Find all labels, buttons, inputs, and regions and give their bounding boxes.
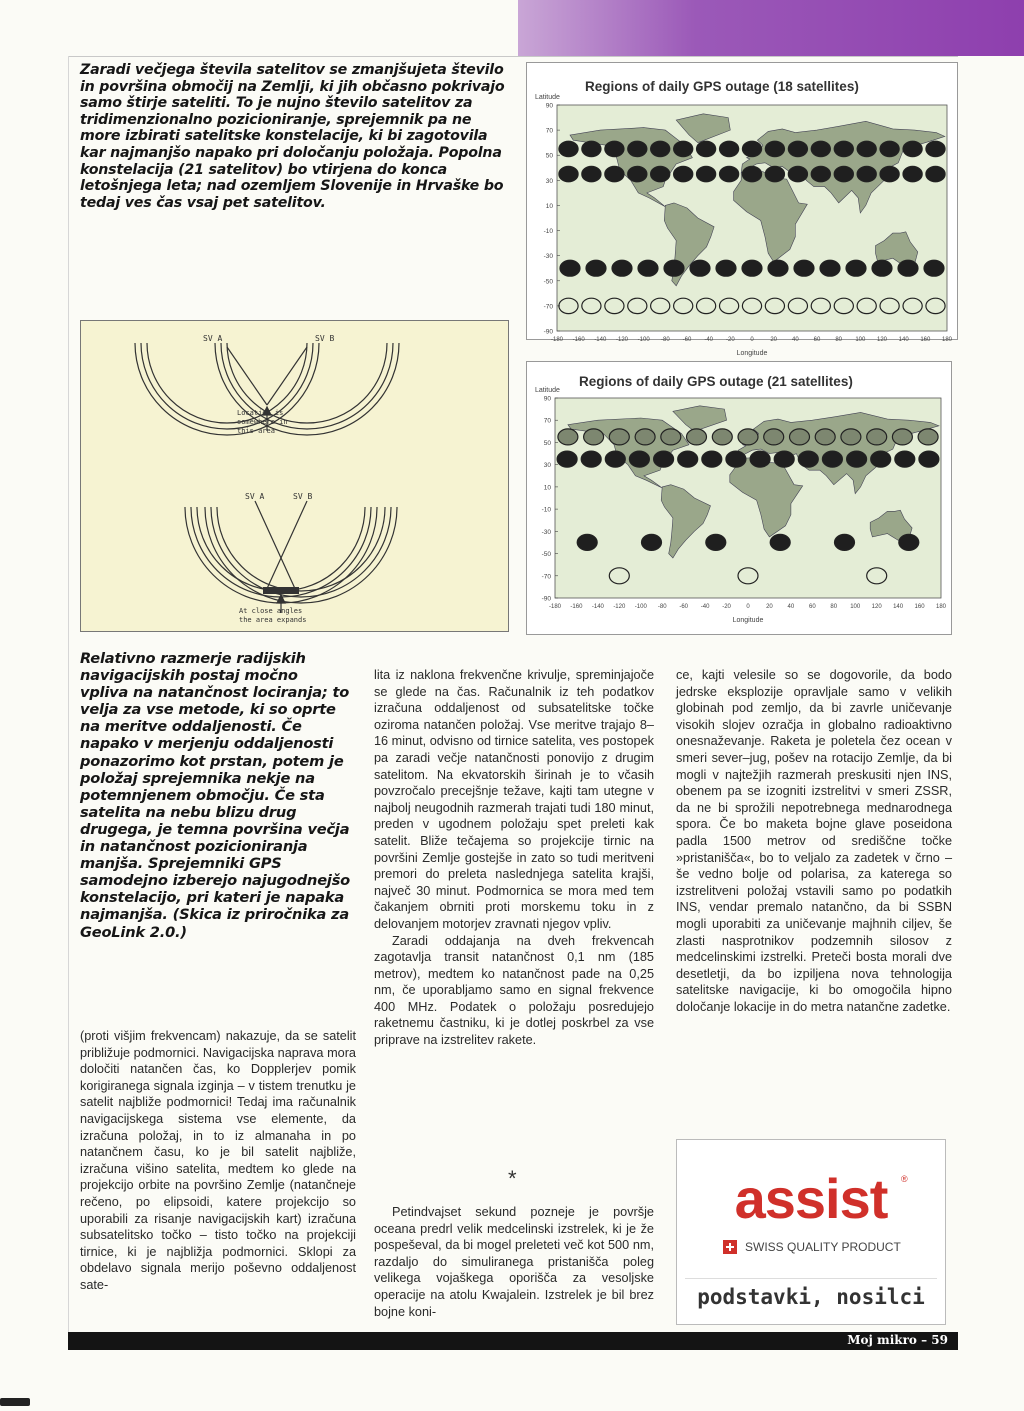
outage-region — [834, 141, 853, 156]
y-tick-label: -70 — [543, 303, 553, 311]
outage-region — [765, 166, 784, 181]
outage-region — [742, 166, 761, 181]
diagram-svg — [81, 321, 508, 631]
y-tick-label: 30 — [543, 462, 551, 470]
section-asterisk: * — [508, 1166, 517, 1191]
outage-region — [880, 166, 899, 181]
outage-region — [742, 141, 761, 156]
y-tick-label: 30 — [545, 177, 553, 185]
ring-d-inner — [217, 507, 385, 591]
outage-region — [612, 260, 632, 276]
outage-region — [720, 141, 739, 156]
y-tick-label: -50 — [543, 278, 553, 286]
article-column-3 — [676, 667, 952, 1015]
outage-region — [871, 451, 891, 467]
chart-title: Regions of daily GPS outage (18 satellites) — [585, 79, 859, 94]
x-tick-label: 0 — [750, 337, 754, 343]
chart-title: Regions of daily GPS outage (21 satellites) — [579, 374, 853, 389]
outage-region — [764, 429, 784, 445]
chart-svg-18 — [527, 63, 957, 357]
x-tick-label: 100 — [850, 604, 861, 610]
outage-region — [674, 166, 693, 181]
y-axis-label: Latitude — [535, 387, 560, 394]
swiss-flag-icon — [723, 1240, 737, 1254]
x-tick-label: -120 — [615, 337, 629, 343]
ray-d — [265, 501, 307, 593]
assist-logo: assist — [734, 1167, 888, 1230]
x-tick-label: -20 — [725, 337, 735, 343]
outage-region — [581, 451, 601, 467]
x-tick-label: -80 — [660, 337, 670, 343]
outage-region — [609, 429, 629, 445]
outage-region — [638, 260, 658, 276]
outage-region — [584, 429, 604, 445]
outage-region — [880, 141, 899, 156]
outage-region — [687, 429, 707, 445]
y-tick-label: 50 — [545, 152, 553, 160]
top-caption-2: somewhere in — [237, 418, 288, 426]
footer-bar — [68, 1332, 958, 1350]
outage-region — [924, 260, 944, 276]
outage-region — [628, 141, 647, 156]
outage-region — [903, 141, 922, 156]
outage-region — [635, 429, 655, 445]
header-color-bar — [518, 0, 1024, 56]
outage-region — [560, 260, 580, 276]
x-tick-label: -180 — [548, 604, 562, 610]
outage-region — [559, 141, 578, 156]
registered-mark: ® — [901, 1174, 908, 1184]
outage-region — [892, 429, 912, 445]
outage-region — [834, 166, 853, 181]
x-tick-label: -60 — [679, 604, 689, 610]
y-tick-label: -90 — [541, 595, 551, 603]
gps-outage-chart-21 — [526, 361, 952, 635]
lead-text: Zaradi večjega števila satelitov se zmanjšujeta število in površina območij na Zemlji, ki jih občasno pokrivajo samo štirje sateliti. To je nujno število satelitov za tridimenzionalno pozicioniranje, sprejemnik pa ne more izbirati satelitske konstelacije, ki bi zagotovila kar najmanjšo napako pri določanju položaja. Popolna konstelacija (21 satelitov) bo vtirjena do konca letošnjega leta; nad ozemljem Slovenije in Hrvaške bo tedaj ves čas vsaj pet satelitov. — [80, 62, 505, 211]
x-tick-label: -100 — [637, 337, 650, 343]
arrow-bottom — [277, 595, 285, 603]
outage-region — [820, 260, 840, 276]
outage-region — [697, 141, 716, 156]
x-tick-label: 60 — [813, 337, 821, 343]
outage-region — [716, 260, 736, 276]
y-tick-label: -70 — [541, 573, 551, 581]
x-tick-label: 140 — [893, 604, 904, 610]
y-tick-label: -30 — [541, 528, 551, 536]
y-tick-label: 70 — [543, 417, 551, 425]
outage-region — [926, 166, 945, 181]
x-tick-label: 40 — [787, 604, 795, 610]
pull-quote: Relativno razmerje radijskih navigacijskih postaj močno vpliva na natančnost lociranja; to velja za vse metode, ki so oprte na meritve oddaljenosti. Če napako v merjenju oddaljenosti ponazorimo kot prstan, potem je položaj sprejemnika nekje na potemnjenem območju. Če sta satelita na nebu blizu drug drugega, je temna površina večja in natančnost pozicioniranja manjša. Sprejemniki GPS samodejno izberejo najugodnejšo konstelacijo, pri kateri je napaka najmanjša. (Skica iz priročnika za GeoLink 2.0.) — [80, 650, 351, 941]
bottom-label-b: SV B — [293, 492, 313, 501]
x-axis-label: Longitude — [732, 617, 764, 624]
outage-region — [765, 141, 784, 156]
outage-region — [605, 166, 624, 181]
satellite-geometry-diagram — [80, 320, 509, 632]
outage-region — [841, 429, 861, 445]
article-column-2 — [374, 667, 654, 1049]
outage-region — [918, 429, 938, 445]
outage-region — [629, 451, 649, 467]
expanded-area — [263, 587, 299, 594]
chart-svg-21 — [527, 362, 951, 634]
top-caption-3: this area — [237, 427, 275, 435]
outage-region — [794, 260, 814, 276]
outage-region — [872, 260, 892, 276]
outage-region — [847, 451, 867, 467]
outage-region — [790, 429, 810, 445]
x-tick-label: -60 — [682, 337, 692, 343]
outage-region — [815, 429, 835, 445]
x-tick-label: -100 — [634, 604, 647, 610]
x-tick-label: 60 — [808, 604, 816, 610]
outage-region — [582, 141, 601, 156]
outage-region — [867, 429, 887, 445]
outage-region — [651, 166, 670, 181]
y-tick-label: -10 — [543, 228, 553, 236]
top-rule — [68, 56, 958, 57]
outage-region — [690, 260, 710, 276]
x-tick-label: -80 — [657, 604, 667, 610]
y-tick-label: -10 — [541, 506, 551, 514]
x-tick-label: -160 — [572, 337, 585, 343]
outage-region — [899, 534, 919, 550]
ring-a-mid — [141, 343, 313, 429]
outage-region — [822, 451, 842, 467]
outage-region — [811, 166, 830, 181]
bottom-rings — [185, 501, 397, 613]
outage-region — [898, 260, 918, 276]
left-rule — [68, 56, 69, 1346]
y-tick-label: -50 — [541, 551, 551, 559]
column2-paragraph-1: lita iz naklona frekvenčne krivulje, spreminjajoče se glede na čas. Računalnik iz teh podatkov izračuna oddaljenost od subsatelitske točke oziroma natančen položaj. Vse meritve trajajo 8–16 minut, odvisno od tirnice satelita, ves postopek pa zaradi večje natančnosti ponovijo z drugim satelitom. Na ekvatorskih širinah je to včasih povzročalo precejšnje težave, kajti tam utegne v najbolj neugodnih razmerah trajati tudi 180 minut, preden v ugodnem položaju spet preleti kak satelit. Bliže tečajema so projekcije tirnic na površini Zemlje gostejše in zato so tudi meritveni premori do preleta naslednjega satelita krajši, največ 30 minut. Podmornica se mora med tem čakanjem obrniti proti morskemu toku in z delovanjem motorjev zravnati njegov vpliv. — [374, 668, 654, 931]
y-tick-label: 10 — [543, 484, 551, 492]
outage-region — [768, 260, 788, 276]
y-tick-label: -30 — [543, 253, 553, 261]
x-tick-label: -160 — [570, 604, 583, 610]
x-tick-label: 180 — [941, 337, 953, 343]
outage-region — [605, 141, 624, 156]
column1-paragraph: (proti višjim frekvencam) nakazuje, da se satelit približuje podmornici. Navigacijska naprava mora določiti natančen čas, ko Dopplerjev pomik korigiranega signala izginja – v tistem trenutku je satelit najbliže podmornici! Tedaj ima računalnik navigacijskega sistema vse elemente, da izračuna položaj, in to iz almanaha in po natančnem času, ko je bil satelit najbliže, izračuna višino satelita, medtem ko glede na projekcijo orbite na površino Zemlje (natančneje rečeno, po elipsoidi, katere projekcijo so uporabili za risanje navigacijskih kart) izračuna subsatelitsko točko – tisto točko na projekciji tirnice, ki je najbližja podmornici. Sklopi za obdelavo signala merijo poševno oddaljenost sate- — [80, 1029, 356, 1292]
outage-region — [774, 451, 794, 467]
y-tick-label: 90 — [545, 102, 553, 110]
outage-region — [919, 451, 939, 467]
outage-region — [577, 534, 597, 550]
x-tick-label: 140 — [898, 337, 909, 343]
x-tick-label: 160 — [914, 604, 925, 610]
y-tick-label: 50 — [543, 439, 551, 447]
outage-region — [712, 429, 732, 445]
gps-outage-chart-18 — [526, 62, 958, 357]
outage-region — [557, 451, 577, 467]
x-tick-label: 120 — [876, 337, 888, 343]
outage-region — [654, 451, 674, 467]
outage-region — [651, 141, 670, 156]
x-tick-label: 40 — [791, 337, 799, 343]
outage-region — [846, 260, 866, 276]
x-tick-label: 0 — [746, 604, 750, 610]
scan-smudge — [0, 1398, 30, 1406]
top-label-a: SV A — [203, 334, 223, 343]
outage-region — [926, 141, 945, 156]
outage-region — [788, 166, 807, 181]
outage-region — [678, 451, 698, 467]
ad-divider — [685, 1278, 937, 1279]
x-tick-label: -40 — [700, 604, 710, 610]
outage-region — [720, 166, 739, 181]
outage-region — [697, 166, 716, 181]
outage-region — [661, 429, 681, 445]
top-label-b: SV B — [315, 334, 335, 343]
x-axis-label: Longitude — [736, 350, 768, 357]
assist-advertisement[interactable] — [676, 1139, 946, 1325]
top-caption-1: Location is — [237, 409, 284, 417]
y-tick-label: 10 — [545, 202, 553, 210]
ray-c — [255, 501, 297, 593]
ad-tagline: SWISS QUALITY PRODUCT — [745, 1240, 901, 1254]
outage-region — [903, 166, 922, 181]
x-tick-label: -140 — [591, 604, 604, 610]
x-tick-label: 20 — [766, 604, 773, 610]
column2-paragraph-2: Zaradi oddajanja na dveh frekvencah zagotavlja transit natančnost 0,1 nm (185 metrov), medtem ko natančnost pade na 0,25 nm, če uporabljamo samo en signal frekvence 400 MHz. Podatek o položaju posredujejo raketnemu častniku, ki je dotlej poskrbel za vse priprave na izstrelitev rakete. — [374, 933, 654, 1048]
x-tick-label: -180 — [550, 337, 564, 343]
x-tick-label: -120 — [613, 604, 626, 610]
outage-region — [559, 166, 578, 181]
outage-region — [770, 534, 790, 550]
bottom-label-a: SV A — [245, 492, 265, 501]
outage-region — [750, 451, 770, 467]
outage-region — [857, 141, 876, 156]
outage-region — [582, 166, 601, 181]
outage-region — [674, 141, 693, 156]
x-tick-label: -40 — [704, 337, 714, 343]
outage-region — [788, 141, 807, 156]
x-tick-label: -20 — [722, 604, 731, 610]
column3-paragraph: ce, kajti velesile so se dogovorile, da bodo jedrske eksplozije opravljale samo v velikih globinah pod zemljo, da bi zavrle uničevanje visokih slojev ozračja in globalno radioaktivno onesnaževanje. Raketa je poletela čez ocean v smeri sever–jug, pošev na rotacijo Zemlje, da bi mogli v najtežjih razmerah preskusiti njen INS, obenem pa se izogniti izstrelitvi v smeri ZSSR, da ne bi sprožili nepotrebnega mednarodnega spora. Če bo maketa bojne glave poseidona padla 1500 metrov od središčne točke »pristanišča«, bo to veljalo za zadetek v črno – še vedno bolje od polarisa, za katerega so izstrelitveni položaj vstavili samo po podatkih INS, vendar premalo natančno, da bi SSBN mogli uporabiti za uničevanje majhnih ciljev, še zlasti nasprotnikov podzemnih silosov z medcelinskimi izstrelki. Preteči bosta morali dve desetletji, da bo izpiljena nova tehnologija satelitske navigacije, ki bo omogočila hipno določanje lokacije in do metra natančne zadetke. — [676, 668, 952, 1014]
y-tick-label: 70 — [545, 127, 553, 135]
x-tick-label: 100 — [855, 337, 866, 343]
outage-region — [642, 534, 662, 550]
column2b-paragraph: Petindvajset sekund pozneje je površje oceana predrl velik medcelinski izstrelek, ki je že pospeševal, da bi mogel preleteti več kot 500 nm, razdaljo do simuliranega pristanišča poleg velikega vojaškega oporišča za vesoljske operacije na atolu Kwajalein. Izstrelek je bil brez bojne koni- — [374, 1205, 654, 1319]
article-column-2b — [374, 1204, 654, 1320]
x-tick-label: 80 — [835, 337, 843, 343]
page-label: Moj mikro – 59 — [847, 1333, 948, 1347]
x-tick-label: 180 — [935, 604, 947, 610]
outage-region — [628, 166, 647, 181]
outage-region — [742, 260, 762, 276]
x-tick-label: -140 — [594, 337, 607, 343]
bottom-caption-2: the area expands — [239, 616, 307, 624]
article-column-1 — [80, 1028, 356, 1294]
outage-region — [726, 451, 746, 467]
outage-region — [798, 451, 818, 467]
x-tick-label: 160 — [920, 337, 931, 343]
outage-region — [664, 260, 684, 276]
x-tick-label: 120 — [871, 604, 882, 610]
outage-region — [558, 429, 578, 445]
outage-region — [895, 451, 915, 467]
ring-c-inner — [197, 507, 365, 591]
x-tick-label: 80 — [830, 604, 838, 610]
y-axis-label: Latitude — [535, 94, 560, 101]
outage-region — [706, 534, 726, 550]
ad-products: podstavki, nosilci — [697, 1285, 925, 1309]
y-tick-label: 90 — [543, 395, 551, 403]
y-tick-label: -90 — [543, 328, 553, 336]
outage-region — [811, 141, 830, 156]
outage-region — [702, 451, 722, 467]
swiss-quality-line — [723, 1240, 901, 1254]
outage-region — [605, 451, 625, 467]
outage-region — [738, 429, 758, 445]
outage-region — [857, 166, 876, 181]
outage-region — [835, 534, 855, 550]
bottom-caption-1: At close angles — [239, 607, 303, 615]
x-tick-label: 20 — [770, 337, 778, 343]
outage-region — [586, 260, 606, 276]
